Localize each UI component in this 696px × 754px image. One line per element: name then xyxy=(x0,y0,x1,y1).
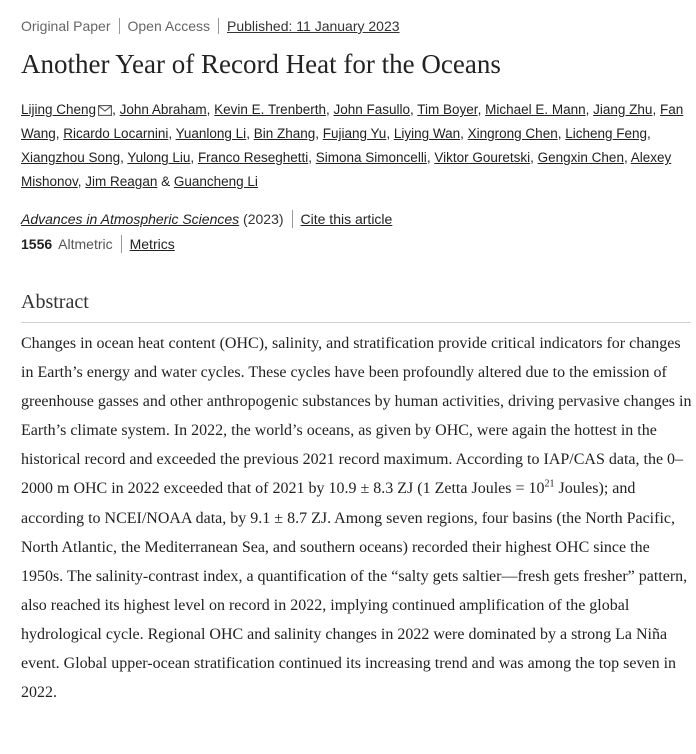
author-link[interactable]: Lijing Cheng xyxy=(21,102,97,117)
article-meta xyxy=(21,16,696,36)
author-link[interactable]: Jim Reagan xyxy=(85,174,158,189)
exponent: 21 xyxy=(544,479,555,491)
published-date-link[interactable]: Published: 11 January 2023 xyxy=(227,18,400,34)
author-link[interactable]: Michael E. Mann xyxy=(485,102,586,117)
metrics-line xyxy=(21,233,696,255)
author-link[interactable]: Alexey Mishonov xyxy=(21,150,672,189)
abstract-part-1: Changes in ocean heat content (OHC), salinity, and stratification provide critical indicators for changes in Earth’s energy and water cycles. These cycles have been profoundly altered due to the emission of greenhouse gasses and other anthropogenic substances by human activities, driving pervasive changes in Earth’s climate system. In 2022, the world’s oceans, as given by OHC, were again the hottest in the historical record and exceeded the previous 2021 record maximum. According to IAP/CAS data, the 0–2000 m OHC in 2022 exceeded that of 2021 by 10.9 ± 8.3 ZJ (1 Zetta Joules = 10 xyxy=(21,335,692,498)
author-link[interactable]: Yuanlong Li xyxy=(175,126,247,141)
article-title: Another Year of Record Heat for the Oceans xyxy=(21,49,501,79)
abstract-part-2: Joules); and according to NCEI/NOAA data, by 9.1 ± 8.7 ZJ. Among seven regions, four basins (the North Pacific, North Atlantic, the Mediterranean Sea, and southern oceans) recorded their highest OHC since the 1950s. The salinity-contrast index, a quantification of the “salty gets saltier—fresh gets fresher” pattern, also reached its highest level on record in 2022, implying continued amplification of the global hydrological cycle. Regional OHC and salinity changes in 2022 were dominated by a strong La Niña event. Global upper-ocean stratification continued its increasing trend and was among the top seven in 2022. xyxy=(21,480,688,702)
author-list: Lijing Cheng , John Abraham, Kevin E. Trenberth, John Fasullo, Tim Boyer, Michael E. Mann, Jiang Zhu, Fan Wang, Ricardo Locarnini, Yuanlong Li, Bin Zhang, Fujiang Yu, Liying Wan, Xingrong Chen, Licheng Feng, Xiangzhou Song, Yulong Liu, Franco Reseghetti, Simona Simoncelli, Viktor Gouretski, Gengxin Chen, Alexey Mishonov, Jim Reagan & Guancheng Li xyxy=(21,102,684,189)
author-link[interactable]: Xiangzhou Song xyxy=(21,150,121,165)
email-icon[interactable] xyxy=(98,105,112,116)
author-link[interactable]: Guancheng Li xyxy=(173,174,258,189)
open-access-label: Open Access xyxy=(127,18,210,34)
abstract-heading: Abstract xyxy=(21,291,691,323)
abstract-text xyxy=(21,329,693,707)
journal-year-text: (2023) xyxy=(243,211,284,227)
author-link[interactable]: Liying Wan xyxy=(393,126,461,141)
divider xyxy=(218,18,219,34)
altmetric-label: Altmetric xyxy=(58,236,113,252)
author-link[interactable]: Franco Reseghetti xyxy=(197,150,309,165)
author-link[interactable]: Simona Simoncelli xyxy=(315,150,427,165)
author-link[interactable]: Bin Zhang xyxy=(253,126,316,141)
divider xyxy=(292,210,293,228)
author-link[interactable]: Xingrong Chen xyxy=(467,126,558,141)
author-link[interactable]: Licheng Feng xyxy=(565,126,648,141)
author-link[interactable]: John Abraham xyxy=(119,102,207,117)
divider xyxy=(119,18,120,34)
cite-article-link[interactable]: Cite this article xyxy=(300,211,393,227)
altmetric-count: 1556 xyxy=(21,236,53,252)
author-link[interactable]: Jiang Zhu xyxy=(593,102,653,117)
author-link[interactable]: Tim Boyer xyxy=(417,102,478,117)
journal-year xyxy=(239,211,283,227)
metrics-link[interactable]: Metrics xyxy=(129,236,175,252)
author-link[interactable]: Viktor Gouretski xyxy=(434,150,531,165)
author-link[interactable]: Ricardo Locarnini xyxy=(63,126,169,141)
author-link[interactable]: Fujiang Yu xyxy=(322,126,387,141)
author-link[interactable]: Gengxin Chen xyxy=(537,150,624,165)
author-link[interactable]: John Fasullo xyxy=(333,102,411,117)
author-link[interactable]: Yulong Liu xyxy=(127,150,191,165)
article-type: Original Paper xyxy=(21,18,111,34)
author-link[interactable]: Fan Wang xyxy=(21,102,684,141)
journal-line xyxy=(21,208,696,230)
journal-link[interactable]: Advances in Atmospheric Sciences xyxy=(21,211,240,227)
article-page xyxy=(0,16,696,707)
divider xyxy=(121,235,122,253)
author-link[interactable]: Kevin E. Trenberth xyxy=(214,102,326,117)
